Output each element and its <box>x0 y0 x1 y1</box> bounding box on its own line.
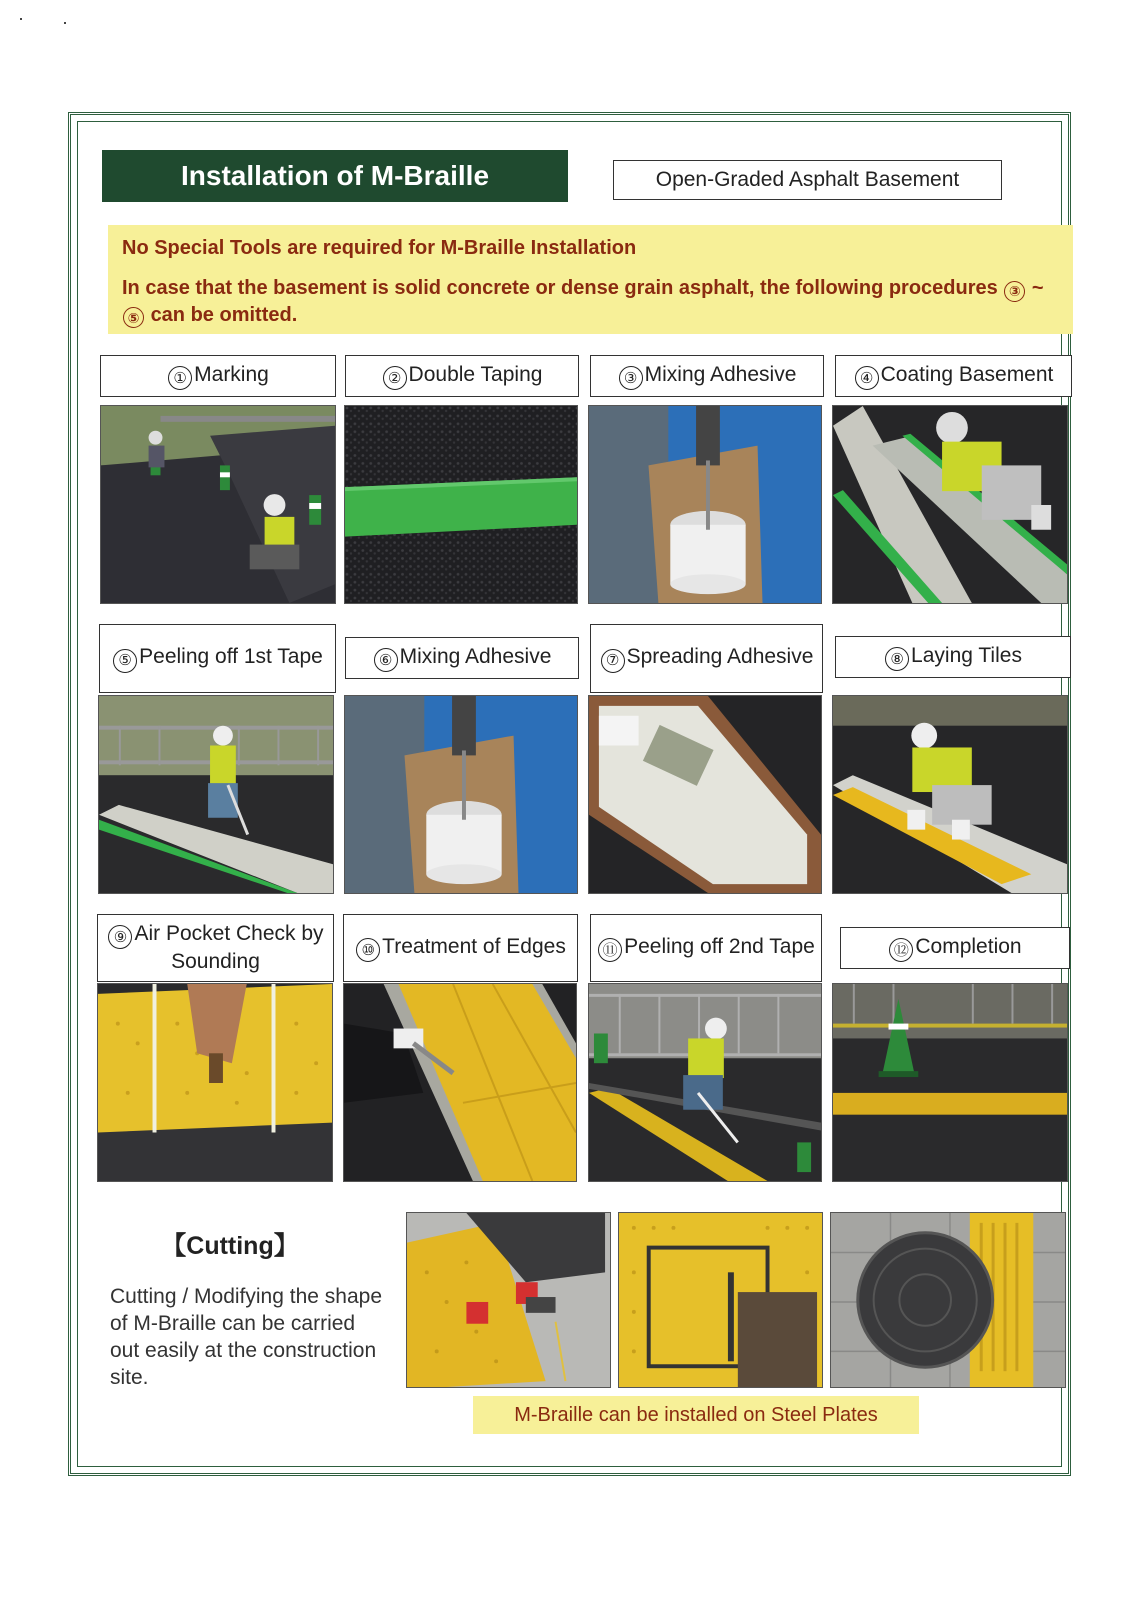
step-text: Air Pocket Check by Sounding <box>134 921 324 974</box>
cutting-title: 【Cutting】 <box>161 1232 299 1260</box>
photo-spreading-adhesive <box>588 695 822 894</box>
photo-peeling-2nd-tape-image <box>589 984 821 1181</box>
photo-marking <box>100 405 336 604</box>
page-title: Installation of M-Braille <box>102 150 568 202</box>
step-label-6 <box>345 637 579 679</box>
notice-line-2 <box>122 275 1059 328</box>
notice-line-2-pre: In case that the basement is solid concrete or dense grain asphalt, the following procedures <box>122 277 998 299</box>
step-text: Peeling off 1st Tape <box>139 645 323 669</box>
photo-treatment-of-edges <box>343 983 577 1182</box>
step-label-8 <box>835 636 1071 678</box>
photo-peeling-2nd-tape <box>588 983 822 1182</box>
photo-cutting-frame-image <box>619 1213 822 1387</box>
step-number: ① <box>168 366 192 390</box>
steel-plates-note: M-Braille can be installed on Steel Plates <box>473 1396 919 1434</box>
photo-mixing-adhesive-1-image <box>589 406 821 603</box>
step-label-5 <box>99 624 336 693</box>
photo-peeling-1st-tape <box>98 695 334 894</box>
step-number: ④ <box>855 366 879 390</box>
step-number: ⑦ <box>601 649 625 673</box>
step-text: Marking <box>194 362 269 386</box>
step-label-10 <box>343 914 578 982</box>
photo-air-pocket-check <box>97 983 333 1182</box>
photo-treatment-of-edges-image <box>344 984 576 1181</box>
photo-cutting-tile <box>406 1212 611 1388</box>
notice-range-start: ③ <box>1004 281 1025 302</box>
photo-coating-basement-image <box>833 406 1067 603</box>
photo-double-taping-image <box>345 406 577 603</box>
step-label-12 <box>840 927 1070 969</box>
notice-range-sep: ~ <box>1031 277 1044 299</box>
step-text: Completion <box>915 934 1022 958</box>
step-number: ⑤ <box>113 649 137 673</box>
photo-mixing-adhesive-2-image <box>345 696 577 893</box>
photo-coating-basement <box>832 405 1068 604</box>
photo-double-taping <box>344 405 578 604</box>
step-label-1 <box>100 355 336 397</box>
notice-range-end: ⑤ <box>123 307 144 328</box>
photo-peeling-1st-tape-image <box>99 696 333 893</box>
photo-cutting-manhole-image <box>831 1213 1065 1387</box>
step-number: ⑩ <box>356 938 380 962</box>
step-label-4 <box>835 355 1072 397</box>
step-text: Coating Basement <box>880 362 1054 386</box>
photo-spreading-adhesive-image <box>589 696 821 893</box>
photo-completion-image <box>833 984 1067 1181</box>
step-text: Spreading Adhesive <box>626 645 814 669</box>
step-number: ⑥ <box>374 648 398 672</box>
step-number: ⑨ <box>108 925 132 949</box>
photo-mixing-adhesive-1 <box>588 405 822 604</box>
photo-laying-tiles-image <box>833 696 1067 893</box>
step-label-3 <box>590 355 824 397</box>
page-subtitle: Open-Graded Asphalt Basement <box>613 160 1002 200</box>
photo-completion <box>832 983 1068 1182</box>
photo-air-pocket-check-image <box>98 984 332 1181</box>
step-text: Treatment of Edges <box>382 934 566 958</box>
photo-marking-image <box>101 406 335 603</box>
step-text: Mixing Adhesive <box>399 644 552 668</box>
step-number: ⑧ <box>885 647 909 671</box>
step-text: Peeling off 2nd Tape <box>624 934 815 958</box>
step-number: ⑪ <box>598 938 622 962</box>
step-label-11 <box>590 914 822 982</box>
step-number: ③ <box>619 366 643 390</box>
step-label-7 <box>590 624 823 693</box>
step-text: Double Taping <box>408 362 543 386</box>
step-number: ② <box>383 366 407 390</box>
notice-line-2-post: can be omitted. <box>150 303 298 326</box>
step-text: Mixing Adhesive <box>644 362 797 386</box>
step-text: Laying Tiles <box>911 643 1022 667</box>
notice-line-1: No Special Tools are required for M-Braille Installation <box>122 237 637 259</box>
photo-cutting-manhole <box>830 1212 1066 1388</box>
photo-cutting-tile-image <box>407 1213 610 1387</box>
step-label-2 <box>345 355 579 397</box>
notice-box <box>108 225 1073 334</box>
step-number: ⑫ <box>889 938 913 962</box>
photo-laying-tiles <box>832 695 1068 894</box>
photo-cutting-frame <box>618 1212 823 1388</box>
cutting-description: Cutting / Modifying the shape of M-Braille can be carried out easily at the construction site. <box>110 1285 382 1389</box>
step-label-9 <box>97 914 334 982</box>
photo-mixing-adhesive-2 <box>344 695 578 894</box>
